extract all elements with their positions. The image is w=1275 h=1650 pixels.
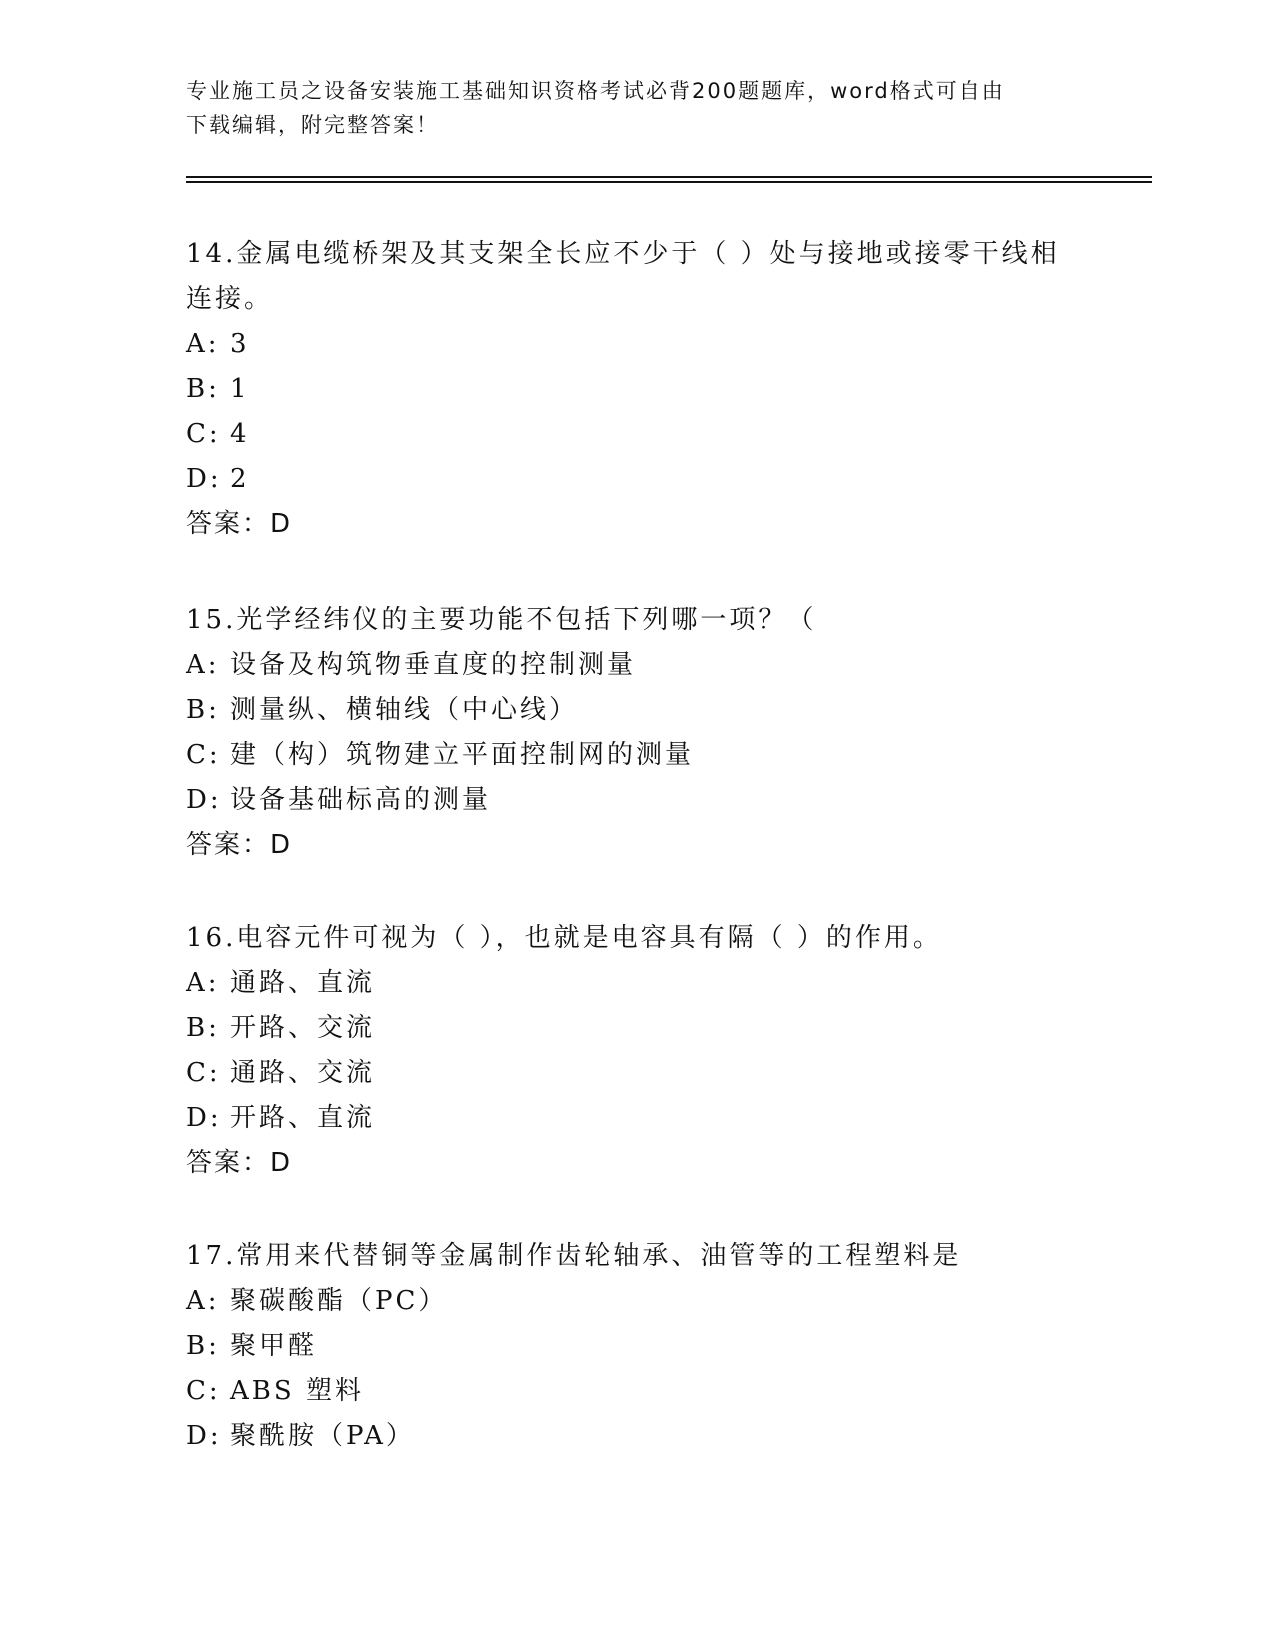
- option-d: [186, 1096, 1086, 1141]
- answer-line: 答案：D: [186, 830, 293, 860]
- option-key: C:: [186, 419, 221, 449]
- option-text: 通路、交流: [230, 1058, 376, 1088]
- option-key: A:: [186, 650, 220, 680]
- option-b: [186, 688, 1086, 733]
- option-text: 聚酰胺（PA）: [230, 1421, 415, 1451]
- option-text: ABS 塑料: [230, 1376, 364, 1406]
- option-key: B:: [186, 695, 220, 725]
- option-text: 聚甲醛: [230, 1331, 318, 1361]
- option-text: 通路、直流: [230, 968, 376, 998]
- question-stem-line: 16.电容元件可视为（ ），也就是电容具有隔（ ）的作用。: [186, 923, 942, 953]
- question-stem-line: 15.光学经纬仪的主要功能不包括下列哪一项？（: [186, 605, 817, 635]
- option-d: [186, 457, 1086, 502]
- question-16: [186, 916, 1086, 1186]
- option-text: 测量纵、横轴线（中心线）: [230, 695, 579, 725]
- option-text: 开路、交流: [230, 1013, 376, 1043]
- header-divider-bottom: [186, 181, 1152, 183]
- question-stem-line: 17.常用来代替铜等金属制作齿轮轴承、油管等的工程塑料是: [186, 1241, 962, 1271]
- option-key: A:: [186, 329, 220, 359]
- option-text: 开路、直流: [230, 1103, 376, 1133]
- question-15: [186, 598, 1086, 868]
- option-key: B:: [186, 1331, 220, 1361]
- option-text: 4: [230, 419, 250, 449]
- option-text: 设备及构筑物垂直度的控制测量: [230, 650, 637, 680]
- option-key: B:: [186, 374, 220, 404]
- option-key: D:: [186, 785, 222, 815]
- document-header: [186, 74, 1086, 142]
- question-14: [186, 232, 1086, 547]
- option-c: [186, 1051, 1086, 1096]
- option-key: A:: [186, 968, 220, 998]
- option-a: [186, 643, 1086, 688]
- option-b: [186, 367, 1086, 412]
- option-a: [186, 322, 1086, 367]
- question-stem-line: 连接。: [186, 284, 274, 314]
- option-text: 1: [230, 374, 250, 404]
- option-key: A:: [186, 1286, 220, 1316]
- option-b: [186, 1006, 1086, 1051]
- header-line-1: 专业施工员之设备安装施工基础知识资格考试必背200题题库，word格式可自由: [186, 79, 1005, 103]
- header-divider-top: [186, 176, 1152, 178]
- option-b: [186, 1324, 1086, 1369]
- option-c: [186, 412, 1086, 457]
- answer-line: 答案：D: [186, 509, 293, 539]
- option-d: [186, 1414, 1086, 1459]
- option-key: D:: [186, 1103, 222, 1133]
- header-line-2: 下载编辑，附完整答案！: [186, 113, 439, 137]
- option-text: 建（构）筑物建立平面控制网的测量: [230, 740, 695, 770]
- option-key: B:: [186, 1013, 220, 1043]
- option-a: [186, 1279, 1086, 1324]
- option-text: 聚碳酸酯（PC）: [230, 1286, 448, 1316]
- question-stem-line: 14.金属电缆桥架及其支架全长应不少于（ ）处与接地或接零干线相: [186, 239, 1060, 269]
- option-text: 设备基础标高的测量: [230, 785, 492, 815]
- option-key: C:: [186, 740, 221, 770]
- option-key: C:: [186, 1058, 221, 1088]
- option-key: D:: [186, 464, 222, 494]
- option-d: [186, 778, 1086, 823]
- option-c: [186, 733, 1086, 778]
- option-text: 2: [230, 464, 250, 494]
- option-c: [186, 1369, 1086, 1414]
- option-key: C:: [186, 1376, 221, 1406]
- option-text: 3: [230, 329, 250, 359]
- answer-line: 答案：D: [186, 1148, 293, 1178]
- option-key: D:: [186, 1421, 222, 1451]
- question-17: [186, 1234, 1086, 1459]
- option-a: [186, 961, 1086, 1006]
